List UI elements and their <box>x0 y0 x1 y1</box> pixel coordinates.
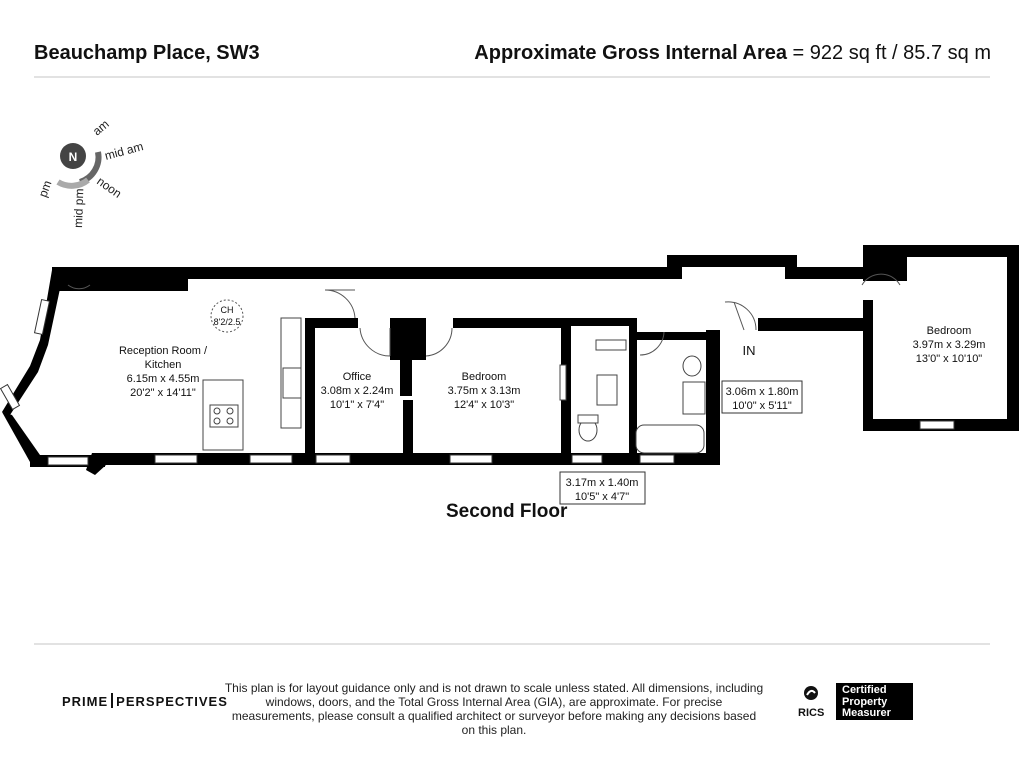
basin-bath <box>683 382 705 414</box>
compass-mid-pm: mid pm <box>71 188 87 229</box>
compass-pm: pm <box>35 178 55 200</box>
brand-right: PERSPECTIVES <box>116 694 228 709</box>
rics-word: RICS <box>798 707 825 719</box>
bedroom1-name: Bedroom <box>461 371 507 383</box>
ceiling-height-value: 8'2/2.5 <box>213 317 241 327</box>
bathroom-imperial: 10'0" x 5'11" <box>732 400 792 412</box>
bedroom2-metric: 3.97m x 3.29m <box>912 339 986 351</box>
footer-divider <box>34 643 990 645</box>
toilet-bath <box>683 356 701 376</box>
reception-imperial: 20'2" x 14'11" <box>130 387 196 399</box>
entrance-label: IN <box>742 343 756 358</box>
property-title: Beauchamp Place, SW3 <box>34 42 260 64</box>
office-metric: 3.08m x 2.24m <box>320 385 394 397</box>
brand-separator <box>111 693 113 708</box>
cert-line-2: Property <box>842 695 888 708</box>
bedroom1-metric: 3.75m x 3.13m <box>447 385 521 397</box>
shower-imperial: 10'5" x 4'7" <box>574 491 630 503</box>
bedroom2-name: Bedroom <box>926 325 972 337</box>
cert-line-1: Certified <box>842 684 887 696</box>
door-swings <box>68 274 900 356</box>
room-labels <box>119 325 985 411</box>
rics-logo <box>798 685 824 719</box>
hob <box>210 405 238 427</box>
reception-name-2: Kitchen <box>144 359 182 371</box>
brand-left: PRIME <box>62 694 109 709</box>
bedroom2-imperial: 13'0" x 10'10" <box>915 353 983 365</box>
bathroom-metric: 3.06m x 1.80m <box>725 386 799 398</box>
cert-line-3: Measurer <box>842 707 891 719</box>
brand-logo <box>62 693 228 709</box>
compass-mid-am: mid am <box>103 139 145 163</box>
bath-tub <box>636 425 704 453</box>
office-imperial: 10'1" x 7'4" <box>329 399 385 411</box>
gross-area-value: = 922 sq ft / 85.7 sq m <box>786 42 991 64</box>
shower-dimension-box <box>560 472 645 504</box>
compass-am: am <box>89 116 112 139</box>
office-name: Office <box>342 371 372 383</box>
basin-shower <box>597 375 617 405</box>
certified-badge <box>836 683 913 720</box>
floor-title: Second Floor <box>446 501 568 522</box>
shower-metric: 3.17m x 1.40m <box>565 477 639 489</box>
ceiling-height <box>211 300 243 332</box>
disclaimer: This plan is for layout guidance only and is not drawn to scale unless stated. All dimensions, including windows, doors, and the Total Gross Internal Area (GIA), are approximate. For precise measurements, please consult a qualified architect or surveyor before making any decisions based on this plan. <box>224 681 764 737</box>
bathroom-dimension-box <box>722 381 802 413</box>
ceiling-height-label: CH <box>220 305 234 315</box>
reception-metric: 6.15m x 4.55m <box>126 373 200 385</box>
compass-rose <box>36 117 145 228</box>
rics-emblem-icon <box>803 685 819 701</box>
kitchen-sink <box>283 368 301 398</box>
compass-north: N <box>68 150 78 164</box>
compass-noon: noon <box>94 173 125 201</box>
reception-name-1: Reception Room / <box>118 345 208 357</box>
bedroom1-imperial: 12'4" x 10'3" <box>453 399 515 411</box>
gross-area-label: Approximate Gross Internal Area <box>474 42 787 64</box>
